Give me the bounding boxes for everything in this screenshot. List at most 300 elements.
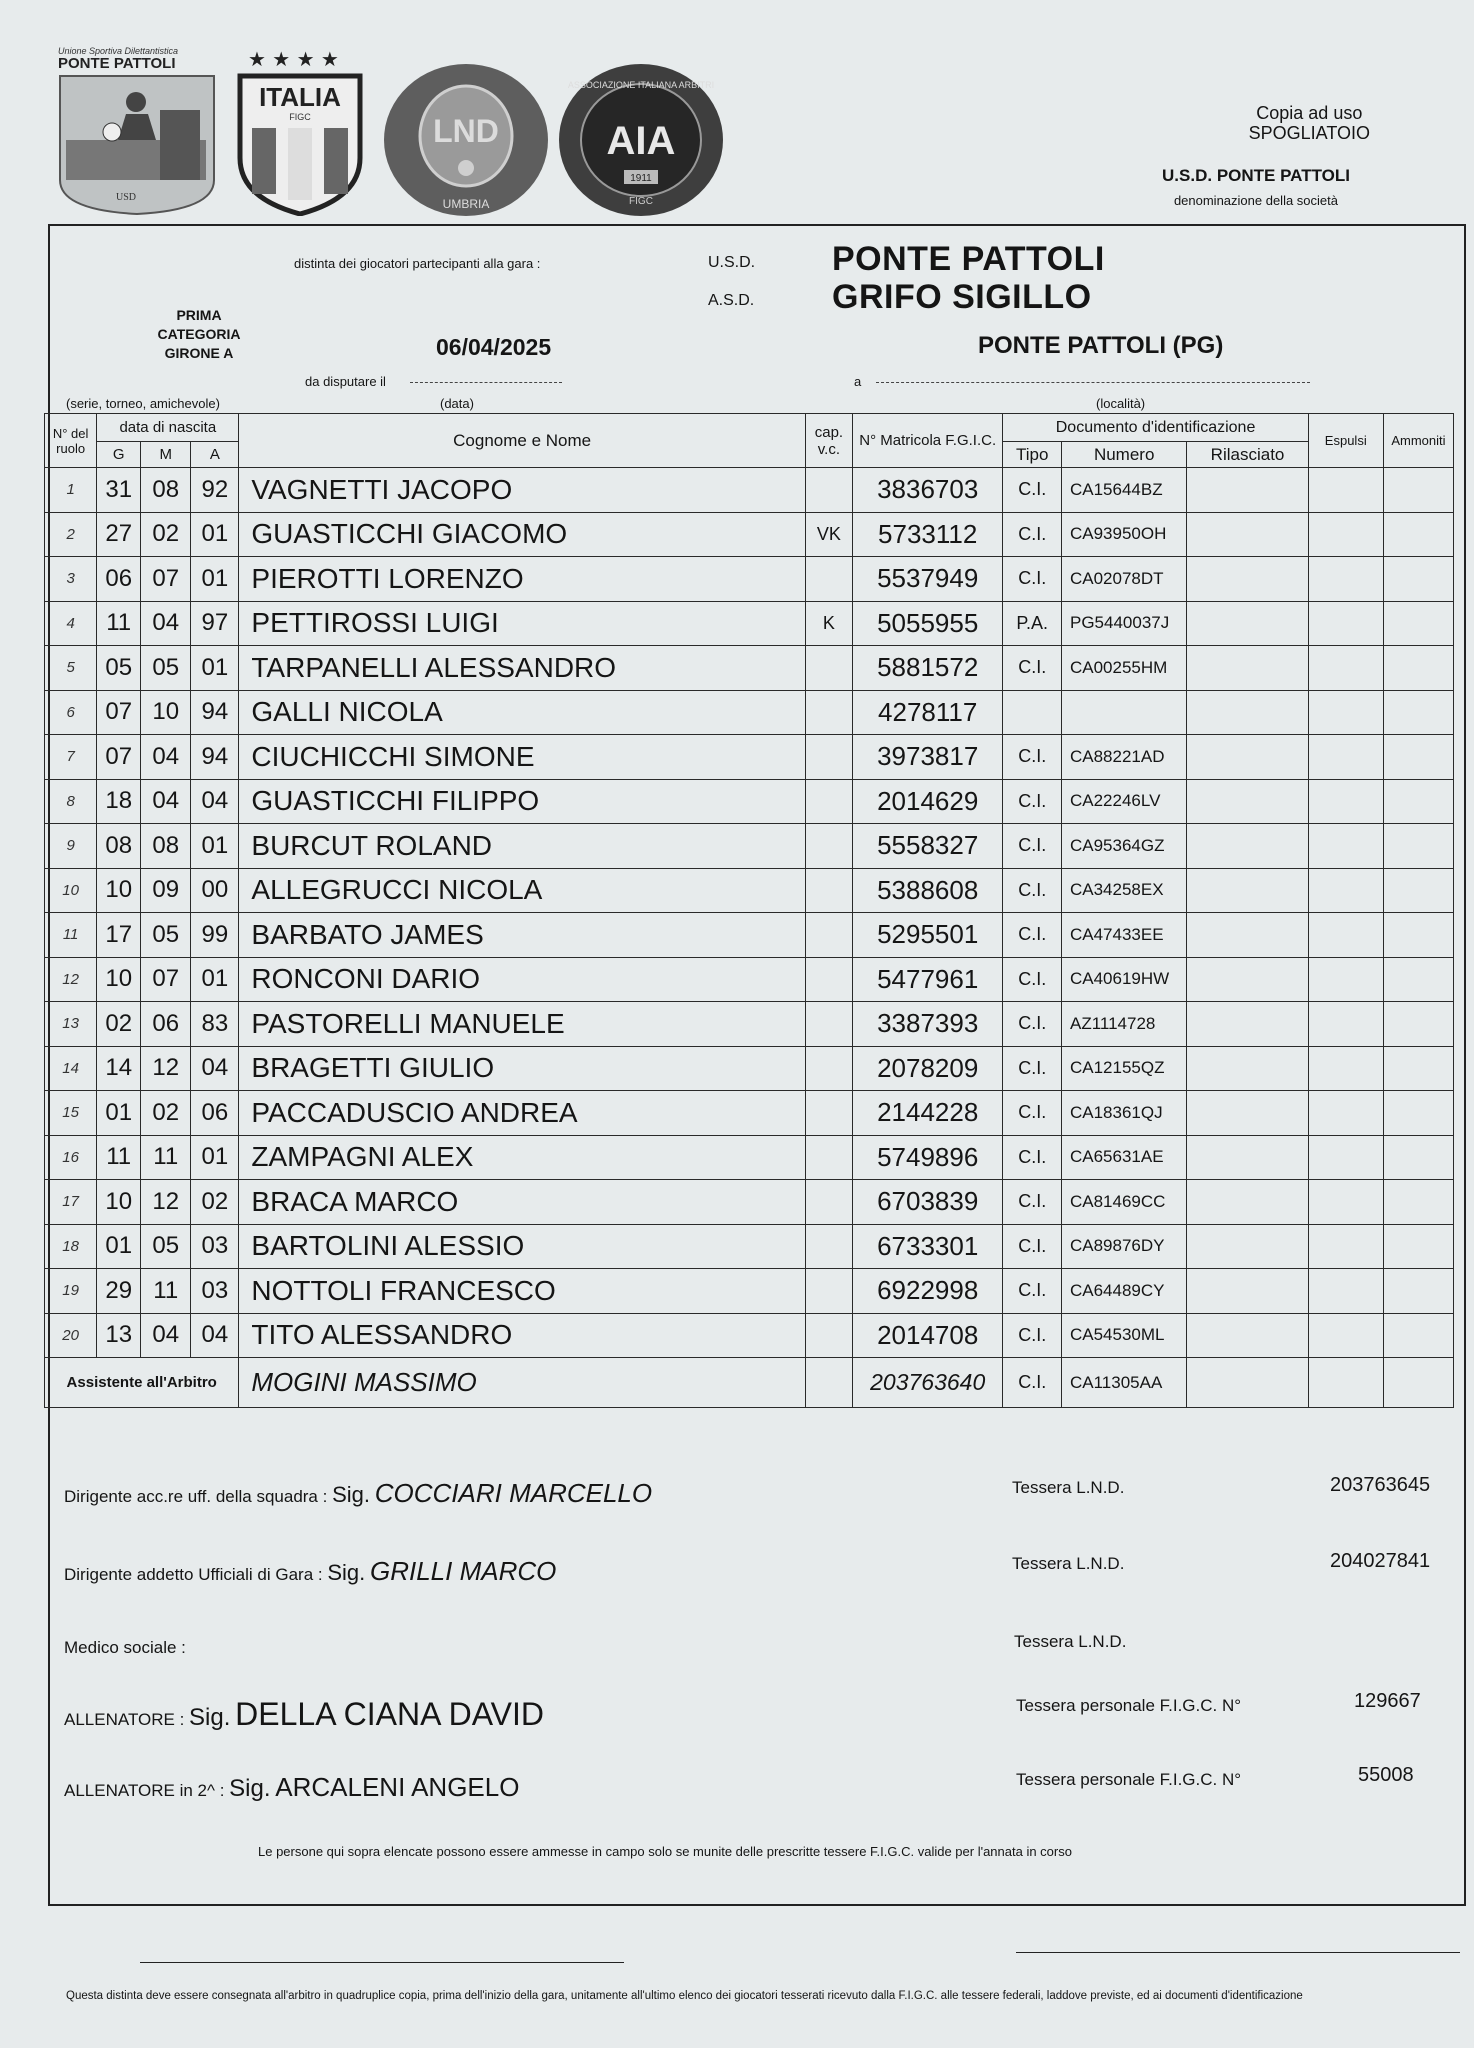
club-logo bbox=[56, 40, 218, 215]
player-row bbox=[45, 557, 1454, 602]
doc-number: CA18361QJ bbox=[1061, 1091, 1186, 1136]
player-name: RONCONI DARIO bbox=[239, 957, 806, 1002]
player-name: PIEROTTI LORENZO bbox=[239, 557, 806, 602]
player-cap bbox=[805, 1002, 852, 1047]
player-matricola: 5881572 bbox=[852, 646, 1003, 691]
birth-month: 07 bbox=[141, 957, 191, 1002]
player-cap bbox=[805, 468, 852, 513]
doc-rilasciato bbox=[1187, 512, 1308, 557]
birth-year: 01 bbox=[191, 512, 239, 557]
player-cap bbox=[805, 1091, 852, 1136]
player-name: CIUCHICCHI SIMONE bbox=[239, 735, 806, 780]
birth-year: 99 bbox=[191, 913, 239, 958]
player-name: BRACA MARCO bbox=[239, 1180, 806, 1225]
ammoniti-cell bbox=[1383, 779, 1453, 824]
birth-day: 05 bbox=[97, 646, 141, 691]
header-m: M bbox=[141, 442, 191, 468]
espulsi-cell bbox=[1308, 1091, 1383, 1136]
category-line3: GIRONE A bbox=[164, 345, 234, 361]
player-cap bbox=[805, 868, 852, 913]
doc-rilasciato bbox=[1187, 1002, 1308, 1047]
dirigente-tessera-label: Tessera L.N.D. bbox=[1012, 1478, 1125, 1497]
birth-year: 06 bbox=[191, 1091, 239, 1136]
player-row bbox=[45, 1135, 1454, 1180]
player-cap bbox=[805, 1269, 852, 1314]
birth-year: 01 bbox=[191, 824, 239, 869]
player-matricola: 6733301 bbox=[852, 1224, 1003, 1269]
player-matricola: 5295501 bbox=[852, 913, 1003, 958]
player-name: PACCADUSCIO ANDREA bbox=[239, 1091, 806, 1136]
dirigente-name: COCCIARI MARCELLO bbox=[374, 1478, 653, 1508]
ammoniti-cell bbox=[1383, 824, 1453, 869]
distinta-label: distinta dei giocatori partecipanti alla gara : bbox=[294, 256, 541, 271]
player-row bbox=[45, 1313, 1454, 1358]
doc-rilasciato bbox=[1187, 735, 1308, 780]
espulsi-cell bbox=[1308, 1269, 1383, 1314]
dirigente-tessera: 203763645 bbox=[1330, 1474, 1431, 1496]
assistant-name: MOGINI MASSIMO bbox=[239, 1358, 806, 1408]
assistant-row bbox=[45, 1358, 1454, 1408]
player-row bbox=[45, 1224, 1454, 1269]
doc-type: C.I. bbox=[1003, 1002, 1062, 1047]
player-matricola: 5388608 bbox=[852, 868, 1003, 913]
player-name: GALLI NICOLA bbox=[239, 690, 806, 735]
svg-text:LND: LND bbox=[433, 113, 499, 149]
espulsi-cell bbox=[1308, 512, 1383, 557]
match-date: 06/04/2025 bbox=[436, 334, 552, 360]
birth-year: 04 bbox=[191, 779, 239, 824]
player-matricola: 3836703 bbox=[852, 468, 1003, 513]
doc-rilasciato bbox=[1187, 779, 1308, 824]
birth-month: 02 bbox=[141, 512, 191, 557]
header-g: G bbox=[97, 442, 141, 468]
player-row bbox=[45, 1091, 1454, 1136]
doc-type: C.I. bbox=[1003, 824, 1062, 869]
roster-body bbox=[45, 468, 1454, 1358]
birth-month: 04 bbox=[141, 779, 191, 824]
assistant-doc: CA11305AA bbox=[1061, 1358, 1186, 1408]
svg-text:★ ★ ★ ★: ★ ★ ★ ★ bbox=[248, 48, 339, 71]
header-rilasciato: Rilasciato bbox=[1187, 442, 1308, 468]
birth-year: 01 bbox=[191, 646, 239, 691]
header-a: A bbox=[191, 442, 239, 468]
player-num: 8 bbox=[45, 779, 97, 824]
doc-number: CA95364GZ bbox=[1061, 824, 1186, 869]
doc-rilasciato bbox=[1187, 557, 1308, 602]
doc-type: C.I. bbox=[1003, 1269, 1062, 1314]
espulsi-cell bbox=[1308, 1046, 1383, 1091]
addetto-label: Dirigente addetto Ufficiali di Gara bbox=[64, 1565, 314, 1584]
player-matricola: 6703839 bbox=[852, 1180, 1003, 1225]
birth-month: 05 bbox=[141, 646, 191, 691]
birth-day: 18 bbox=[97, 779, 141, 824]
doc-number: CA00255HM bbox=[1061, 646, 1186, 691]
birth-month: 12 bbox=[141, 1046, 191, 1091]
addetto-sig: Sig. bbox=[327, 1560, 366, 1585]
birth-year: 97 bbox=[191, 601, 239, 646]
doc-type: C.I. bbox=[1003, 512, 1062, 557]
espulsi-cell bbox=[1308, 690, 1383, 735]
figc-italia-logo bbox=[234, 48, 366, 216]
footer-note: Questa distinta deve essere consegnata all'arbitro in quadruplice copia, prima dell'inizio della gara, unitamente all'ultimo elenco dei giocatori tesserati ricevuto dalla F.I.G.C. alle tessere federali, laddove previste, ed ai documenti d'identificazione bbox=[66, 1990, 1303, 2002]
player-row bbox=[45, 957, 1454, 1002]
player-matricola: 3973817 bbox=[852, 735, 1003, 780]
doc-rilasciato bbox=[1187, 868, 1308, 913]
birth-year: 94 bbox=[191, 690, 239, 735]
doc-number: PG5440037J bbox=[1061, 601, 1186, 646]
birth-day: 13 bbox=[97, 1313, 141, 1358]
player-row bbox=[45, 1269, 1454, 1314]
doc-rilasciato bbox=[1187, 646, 1308, 691]
player-row bbox=[45, 735, 1454, 780]
doc-number: CA47433EE bbox=[1061, 913, 1186, 958]
player-matricola: 5733112 bbox=[852, 512, 1003, 557]
player-matricola: 2014629 bbox=[852, 779, 1003, 824]
dirigente-row: Dirigente acc.re uff. della squadra : Sig. COCCIARI MARCELLO bbox=[64, 1478, 653, 1508]
birth-year: 83 bbox=[191, 1002, 239, 1047]
addetto-row: Dirigente addetto Ufficiali di Gara : Sig. GRILLI MARCO bbox=[64, 1556, 557, 1586]
doc-rilasciato bbox=[1187, 468, 1308, 513]
category-line1: PRIMA bbox=[176, 307, 222, 323]
player-matricola: 2144228 bbox=[852, 1091, 1003, 1136]
doc-rilasciato bbox=[1187, 824, 1308, 869]
lnd-umbria-logo bbox=[382, 62, 550, 218]
doc-number: AZ1114728 bbox=[1061, 1002, 1186, 1047]
svg-text:FIGC: FIGC bbox=[629, 196, 653, 207]
svg-text:UMBRIA: UMBRIA bbox=[442, 197, 490, 211]
player-matricola: 5055955 bbox=[852, 601, 1003, 646]
birth-month: 04 bbox=[141, 735, 191, 780]
doc-type bbox=[1003, 690, 1062, 735]
date-line bbox=[410, 382, 562, 383]
doc-number: CA89876DY bbox=[1061, 1224, 1186, 1269]
player-num: 5 bbox=[45, 646, 97, 691]
doc-number: CA54530ML bbox=[1061, 1313, 1186, 1358]
player-num: 11 bbox=[45, 913, 97, 958]
player-cap bbox=[805, 690, 852, 735]
svg-text:Unione Sportiva Dilettantistic: Unione Sportiva Dilettantistica bbox=[58, 46, 179, 56]
player-name: PASTORELLI MANUELE bbox=[239, 1002, 806, 1047]
player-name: PETTIROSSI LUIGI bbox=[239, 601, 806, 646]
ammoniti-cell bbox=[1383, 735, 1453, 780]
espulsi-cell bbox=[1308, 913, 1383, 958]
birth-month: 09 bbox=[141, 868, 191, 913]
addetto-name: GRILLI MARCO bbox=[370, 1556, 557, 1586]
medico-tessera-label: Tessera L.N.D. bbox=[1014, 1632, 1127, 1651]
svg-text:USD: USD bbox=[116, 192, 137, 203]
birth-year: 03 bbox=[191, 1224, 239, 1269]
match-location: PONTE PATTOLI (PG) bbox=[978, 332, 1224, 359]
doc-type: C.I. bbox=[1003, 913, 1062, 958]
birth-day: 10 bbox=[97, 957, 141, 1002]
assistant-label: Assistente all'Arbitro bbox=[45, 1358, 239, 1408]
ammoniti-cell bbox=[1383, 957, 1453, 1002]
ammoniti-cell bbox=[1383, 1180, 1453, 1225]
player-row bbox=[45, 868, 1454, 913]
copia-line2: SPOGLIATOIO bbox=[1248, 123, 1370, 143]
denominazione-label: denominazione della società bbox=[1173, 193, 1338, 208]
svg-text:FIGC: FIGC bbox=[289, 112, 311, 122]
espulsi-cell bbox=[1308, 824, 1383, 869]
player-matricola: 4278117 bbox=[852, 690, 1003, 735]
doc-number: CA64489CY bbox=[1061, 1269, 1186, 1314]
espulsi-cell bbox=[1308, 1002, 1383, 1047]
player-num: 19 bbox=[45, 1269, 97, 1314]
player-num: 14 bbox=[45, 1046, 97, 1091]
doc-type: C.I. bbox=[1003, 1091, 1062, 1136]
player-num: 2 bbox=[45, 512, 97, 557]
player-row bbox=[45, 1046, 1454, 1091]
player-row bbox=[45, 779, 1454, 824]
doc-type: P.A. bbox=[1003, 601, 1062, 646]
birth-month: 04 bbox=[141, 601, 191, 646]
player-name: BARTOLINI ALESSIO bbox=[239, 1224, 806, 1269]
player-matricola: 2078209 bbox=[852, 1046, 1003, 1091]
doc-number: CA65631AE bbox=[1061, 1135, 1186, 1180]
birth-year: 92 bbox=[191, 468, 239, 513]
data-label: (data) bbox=[440, 396, 474, 411]
svg-text:AIA: AIA bbox=[606, 119, 676, 163]
player-num: 10 bbox=[45, 868, 97, 913]
doc-rilasciato bbox=[1187, 690, 1308, 735]
header-num: N° del ruolo bbox=[45, 414, 97, 468]
player-num: 6 bbox=[45, 690, 97, 735]
doc-number: CA40619HW bbox=[1061, 957, 1186, 1002]
doc-number: CA12155QZ bbox=[1061, 1046, 1186, 1091]
player-name: GUASTICCHI FILIPPO bbox=[239, 779, 806, 824]
player-name: BARBATO JAMES bbox=[239, 913, 806, 958]
birth-day: 01 bbox=[97, 1091, 141, 1136]
assistant-rilasciato bbox=[1187, 1358, 1308, 1408]
player-matricola: 5558327 bbox=[852, 824, 1003, 869]
player-cap bbox=[805, 646, 852, 691]
player-cap bbox=[805, 1313, 852, 1358]
player-cap bbox=[805, 1135, 852, 1180]
header-doc: Documento d'identificazione bbox=[1003, 414, 1308, 442]
addetto-tessera: 204027841 bbox=[1330, 1550, 1431, 1572]
player-cap: K bbox=[805, 601, 852, 646]
location-line bbox=[876, 382, 1310, 383]
birth-day: 01 bbox=[97, 1224, 141, 1269]
player-row bbox=[45, 1002, 1454, 1047]
espulsi-cell bbox=[1308, 468, 1383, 513]
espulsi-cell bbox=[1308, 557, 1383, 602]
player-cap bbox=[805, 1180, 852, 1225]
birth-day: 10 bbox=[97, 1180, 141, 1225]
doc-rilasciato bbox=[1187, 1135, 1308, 1180]
assistant-ammoniti bbox=[1383, 1358, 1453, 1408]
birth-day: 08 bbox=[97, 824, 141, 869]
birth-month: 05 bbox=[141, 1224, 191, 1269]
doc-type: C.I. bbox=[1003, 735, 1062, 780]
birth-day: 06 bbox=[97, 557, 141, 602]
doc-number: CA34258EX bbox=[1061, 868, 1186, 913]
birth-day: 11 bbox=[97, 1135, 141, 1180]
birth-day: 29 bbox=[97, 1269, 141, 1314]
doc-number: CA22246LV bbox=[1061, 779, 1186, 824]
player-num: 13 bbox=[45, 1002, 97, 1047]
player-num: 17 bbox=[45, 1180, 97, 1225]
player-num: 16 bbox=[45, 1135, 97, 1180]
player-cap bbox=[805, 557, 852, 602]
birth-day: 07 bbox=[97, 690, 141, 735]
allenatore2-tessera: 55008 bbox=[1358, 1764, 1414, 1786]
assistant-espulsi bbox=[1308, 1358, 1383, 1408]
ammoniti-cell bbox=[1383, 1046, 1453, 1091]
doc-number: CA88221AD bbox=[1061, 735, 1186, 780]
localita-label: (località) bbox=[1096, 396, 1146, 411]
assistant-cap bbox=[805, 1358, 852, 1408]
espulsi-cell bbox=[1308, 735, 1383, 780]
birth-year: 00 bbox=[191, 868, 239, 913]
player-row bbox=[45, 512, 1454, 557]
doc-rilasciato bbox=[1187, 601, 1308, 646]
header-tipo: Tipo bbox=[1003, 442, 1062, 468]
player-cap: VK bbox=[805, 512, 852, 557]
birth-year: 94 bbox=[191, 735, 239, 780]
player-cap bbox=[805, 735, 852, 780]
ammoniti-cell bbox=[1383, 1313, 1453, 1358]
birth-day: 07 bbox=[97, 735, 141, 780]
allenatore-row bbox=[64, 1696, 544, 1733]
ammoniti-cell bbox=[1383, 1269, 1453, 1314]
ammoniti-cell bbox=[1383, 690, 1453, 735]
player-name: TARPANELLI ALESSANDRO bbox=[239, 646, 806, 691]
assistant-tipo: C.I. bbox=[1003, 1358, 1062, 1408]
category-line2: CATEGORIA bbox=[157, 326, 241, 342]
allenatore2-label: ALLENATORE in 2^ : bbox=[64, 1781, 225, 1800]
ammoniti-cell bbox=[1383, 1091, 1453, 1136]
doc-rilasciato bbox=[1187, 1269, 1308, 1314]
birth-month: 11 bbox=[141, 1269, 191, 1314]
player-name: BRAGETTI GIULIO bbox=[239, 1046, 806, 1091]
ammoniti-cell bbox=[1383, 1002, 1453, 1047]
birth-day: 31 bbox=[97, 468, 141, 513]
birth-year: 01 bbox=[191, 557, 239, 602]
espulsi-cell bbox=[1308, 1135, 1383, 1180]
header-espulsi: Espulsi bbox=[1308, 414, 1383, 468]
header-numero: Numero bbox=[1061, 442, 1186, 468]
player-name: NOTTOLI FRANCESCO bbox=[239, 1269, 806, 1314]
birth-month: 04 bbox=[141, 1313, 191, 1358]
doc-rilasciato bbox=[1187, 1091, 1308, 1136]
player-cap bbox=[805, 1224, 852, 1269]
espulsi-cell bbox=[1308, 779, 1383, 824]
a-label: a bbox=[854, 374, 862, 389]
birth-month: 11 bbox=[141, 1135, 191, 1180]
player-row bbox=[45, 690, 1454, 735]
player-num: 15 bbox=[45, 1091, 97, 1136]
player-name: GUASTICCHI GIACOMO bbox=[239, 512, 806, 557]
aia-logo bbox=[556, 62, 726, 218]
birth-day: 14 bbox=[97, 1046, 141, 1091]
espulsi-cell bbox=[1308, 1224, 1383, 1269]
birth-year: 03 bbox=[191, 1269, 239, 1314]
player-matricola: 3387393 bbox=[852, 1002, 1003, 1047]
club-name-top: U.S.D. PONTE PATTOLI bbox=[1162, 166, 1350, 185]
doc-type: C.I. bbox=[1003, 779, 1062, 824]
espulsi-cell bbox=[1308, 1180, 1383, 1225]
doc-rilasciato bbox=[1187, 957, 1308, 1002]
birth-month: 05 bbox=[141, 913, 191, 958]
header-birth: data di nascita bbox=[97, 414, 239, 442]
doc-type: C.I. bbox=[1003, 868, 1062, 913]
asd-label: A.S.D. bbox=[708, 292, 755, 309]
player-num: 9 bbox=[45, 824, 97, 869]
player-matricola: 5537949 bbox=[852, 557, 1003, 602]
allenatore2-tessera-label: Tessera personale F.I.G.C. N° bbox=[1016, 1770, 1242, 1789]
ammoniti-cell bbox=[1383, 1224, 1453, 1269]
dirigente-sig: Sig. bbox=[332, 1482, 370, 1507]
svg-text:PONTE PATTOLI: PONTE PATTOLI bbox=[58, 55, 176, 72]
ammoniti-cell bbox=[1383, 512, 1453, 557]
birth-year: 04 bbox=[191, 1313, 239, 1358]
doc-type: C.I. bbox=[1003, 1046, 1062, 1091]
birth-year: 02 bbox=[191, 1180, 239, 1225]
birth-day: 17 bbox=[97, 913, 141, 958]
ammoniti-cell bbox=[1383, 913, 1453, 958]
birth-month: 07 bbox=[141, 557, 191, 602]
doc-number: CA81469CC bbox=[1061, 1180, 1186, 1225]
doc-type: C.I. bbox=[1003, 557, 1062, 602]
svg-text:1911: 1911 bbox=[630, 173, 652, 184]
doc-type: C.I. bbox=[1003, 1180, 1062, 1225]
svg-text:ASSOCIAZIONE ITALIANA ARBITRI: ASSOCIAZIONE ITALIANA ARBITRI bbox=[567, 80, 715, 90]
player-num: 3 bbox=[45, 557, 97, 602]
doc-type: C.I. bbox=[1003, 957, 1062, 1002]
header-ammoniti: Ammoniti bbox=[1383, 414, 1453, 468]
ammoniti-cell bbox=[1383, 868, 1453, 913]
da-disputare-label: da disputare il bbox=[305, 374, 386, 389]
serie-label: (serie, torneo, amichevole) bbox=[66, 396, 220, 411]
category bbox=[124, 306, 274, 363]
roster-table bbox=[44, 413, 1454, 1408]
birth-month: 08 bbox=[141, 824, 191, 869]
header-cap: cap. v.c. bbox=[805, 414, 852, 468]
doc-number: CA02078DT bbox=[1061, 557, 1186, 602]
birth-month: 06 bbox=[141, 1002, 191, 1047]
allenatore-tessera-label: Tessera personale F.I.G.C. N° bbox=[1016, 1696, 1242, 1715]
player-name: TITO ALESSANDRO bbox=[239, 1313, 806, 1358]
allenatore-tessera: 129667 bbox=[1354, 1690, 1421, 1712]
addetto-tessera-label: Tessera L.N.D. bbox=[1012, 1554, 1125, 1573]
birth-year: 04 bbox=[191, 1046, 239, 1091]
birth-day: 27 bbox=[97, 512, 141, 557]
copia-line1: Copia ad uso bbox=[1256, 103, 1363, 123]
player-num: 7 bbox=[45, 735, 97, 780]
player-cap bbox=[805, 1046, 852, 1091]
doc-number: CA15644BZ bbox=[1061, 468, 1186, 513]
espulsi-cell bbox=[1308, 601, 1383, 646]
player-name: ALLEGRUCCI NICOLA bbox=[239, 868, 806, 913]
medico-label: Medico sociale : bbox=[64, 1638, 186, 1657]
espulsi-cell bbox=[1308, 646, 1383, 691]
allenatore-name: DELLA CIANA DAVID bbox=[235, 1696, 544, 1732]
copia-uso bbox=[1249, 103, 1370, 143]
player-row bbox=[45, 468, 1454, 513]
ammoniti-cell bbox=[1383, 601, 1453, 646]
usd-label: U.S.D. bbox=[708, 254, 756, 271]
doc-type: C.I. bbox=[1003, 1313, 1062, 1358]
espulsi-cell bbox=[1308, 868, 1383, 913]
player-num: 18 bbox=[45, 1224, 97, 1269]
espulsi-cell bbox=[1308, 957, 1383, 1002]
player-name: ZAMPAGNI ALEX bbox=[239, 1135, 806, 1180]
player-cap bbox=[805, 957, 852, 1002]
home-team: PONTE PATTOLI bbox=[832, 240, 1105, 278]
player-row bbox=[45, 1180, 1454, 1225]
player-name: VAGNETTI JACOPO bbox=[239, 468, 806, 513]
